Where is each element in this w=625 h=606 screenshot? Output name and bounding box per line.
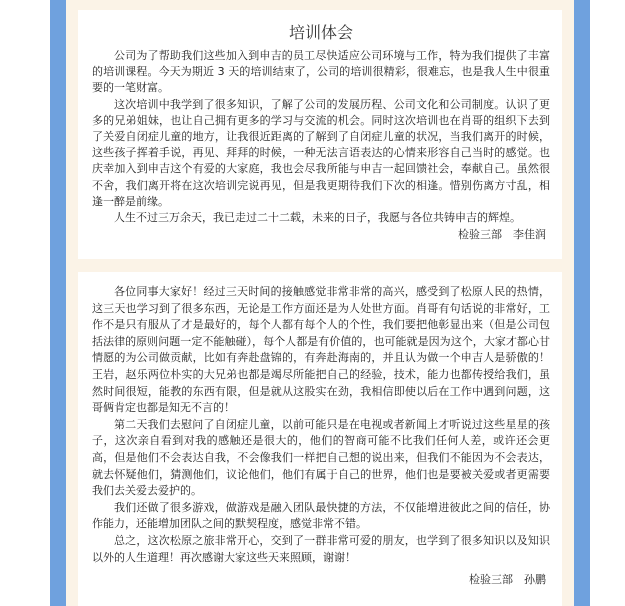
article-2-paragraph-2: 第二天我们去慰问了自闭症儿童，以前可能只是在电视或者新闻上才听说过这些星星的孩子，这次亲自看到对我的感触还是很大的，他们的智商可能不比我们任何人差，或许还会更高，但是他们不会表达自我，不会像我们一样把自己想的说出来，但我们不能因为不会表达，就去怀疑他们，猜测他们，议论他们，他们有属于自己的世界，他们也是要被关爱或者更需要我们去关爱去爱护的。: [92, 417, 550, 498]
article-card-2: [78, 272, 562, 606]
article-1-paragraph-3: 人生不过三万余天，我已走过二十二载，未来的日子，我愿与各位共铸申吉的辉煌。: [114, 211, 521, 225]
article-1-paragraph-1: 公司为了帮助我们这些加入到申吉的员工尽快适应公司环境与工作，特为我们提供了丰富的培训课程。今天为期近 3 天的培训结束了，公司的培训很精彩，很难忘，也是我人生中很重要的一笔财富。: [92, 49, 550, 95]
article-1-signature: 检验三部 李佳润: [458, 228, 546, 242]
right-blue-stripe: [574, 0, 590, 606]
article-2-signature: 检验三部 孙鹏: [469, 573, 546, 587]
article-2-paragraph-4: 总之，这次松原之旅非常开心，交到了一群非常可爱的朋友，也学到了很多知识以及知识以外的人生道理！再次感谢大家这些天来照顾，谢谢！: [92, 533, 550, 564]
article-1-paragraph-2: 这次培训中我学到了很多知识，了解了公司的发展历程、公司文化和公司制度。认识了更多的兄弟姐妹，也让自己拥有更多的学习与交流的机会。同时这次培训也在肖哥的组织下去到了关爱自闭症儿童的地方，让我很近距离的了解到了自闭症儿童的状况，当我们离开的时候，这些孩子挥着手说，再见、拜拜的时候，一种无法言语表达的心情来形容自己当时的感觉。也庆幸加入到申吉这个有爱的大家庭，我也会尽我所能与申吉一起回馈社会，奉献自己。虽然很不舍，我们离开将在这次培训完说再见，但是我更期待我们下次的相逢。惜别伤离方寸乱，相逢一醉是前缘。: [92, 97, 550, 208]
article-2-paragraph-1: 各位同事大家好！经过三天时间的接触感觉非常非常的高兴，感受到了松原人民的热情，这三天也学习到了很多东西，无论是工作方面还是为人处世方面。肖哥有句话说的非常好，工作不是只有服从了才是最好的，每个人都有每个人的个性，我们要把他彰显出来（但是公司包括法律的原则问题一定不能触碰），每个人都是有价值的，也可能就是因为这个，大家才都心甘情愿的为公司做贡献，比如有奔赴盘锦的，有奔赴海南的，并且认为做一个申吉人是骄傲的！王岩，赵乐两位朴实的大兄弟也都是竭尽所能把自己的经验，技术，能力也都传授给我们，虽然时间很短，能教的东西有限，但是就从这股实在劲，我相信即使以后在工作中遇到问题，这哥俩肯定也都是知无不言的！: [92, 285, 550, 415]
left-blue-stripe: [50, 0, 66, 606]
article-2-paragraph-3: 我们还做了很多游戏，做游戏是融入团队最快捷的方法，不仅能增进彼此之间的信任，协作能力，还能增加团队之间的默契程度，感觉非常不错。: [92, 500, 550, 531]
article-title: 培训体会: [288, 23, 353, 42]
article-card-1: [78, 10, 562, 259]
